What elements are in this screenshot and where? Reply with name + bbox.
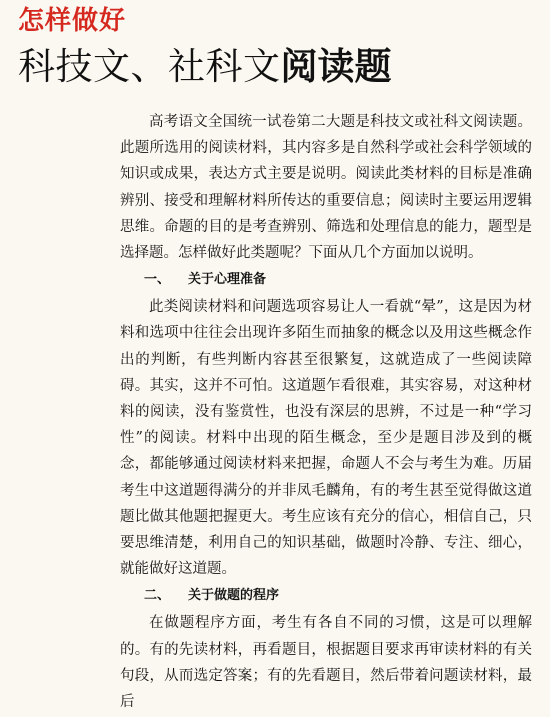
- section-title-1: 关于心理准备: [188, 272, 267, 288]
- headline-bold-text: 阅读题: [280, 45, 392, 88]
- section-heading-1: [120, 266, 532, 294]
- section-paragraph-2: 在做题程序方面，考生有各自不同的习惯，这是可以理解的。有的先读材料，再看题目，根据题目要求再审读材料的有关句段，从而选定答案；有的先看题目，然后带着问题读材料，最后: [120, 615, 532, 711]
- intro-paragraph: 高考语文全国统一试卷第二大题是科技文或社科文阅读题。此题所选用的阅读材料，其内容多是自然科学或社会科学领域的知识或成果，表达方式主要是说明。阅读此类材料的目标是准确辨别、接受和理解材料所传达的重要信息；阅读时主要运用逻辑思维。命题的目的是考查辨别、筛选和处理信息的能力，题型是选择题。怎样做好此类题呢？下面从几个方面加以说明。: [120, 114, 532, 262]
- section-title-2: 关于做题的程序: [188, 588, 280, 604]
- section-number-1: 一、: [144, 272, 171, 288]
- article-kicker: 怎样做好: [18, 6, 127, 36]
- article-body: [120, 109, 532, 715]
- article-headline: [18, 45, 392, 88]
- section-heading-2: [120, 582, 532, 610]
- section-paragraph-1: 此类阅读材料和问题选项容易让人一看就“晕”，这是因为材料和选项中往往会出现许多陌生而抽象的概念以及用这些概念作出的判断，有些判断内容甚至很繁复，这就造成了一些阅读障碍。其实，这并不可怕。这道题乍看很难，其实容易，对这种材料的阅读，没有鉴赏性，也没有深层的思辨，不过是一种“学习性”的阅读。材料中出现的陌生概念，至少是题目涉及到的概念，都能够通过阅读材料来把握，命题人不会与考生为难。历届考生中这道题得满分的并非凤毛麟角，有的考生甚至觉得做这道题比做其他题把握更大。考生应该有充分的信心，相信自己，只要思维清楚，利用自己的知识基础，做题时冷静、专注、细心，就能做好这道题。: [120, 299, 532, 578]
- headline-light-text: 科技文、社科文: [18, 45, 281, 88]
- section-number-2: 二、: [144, 588, 171, 604]
